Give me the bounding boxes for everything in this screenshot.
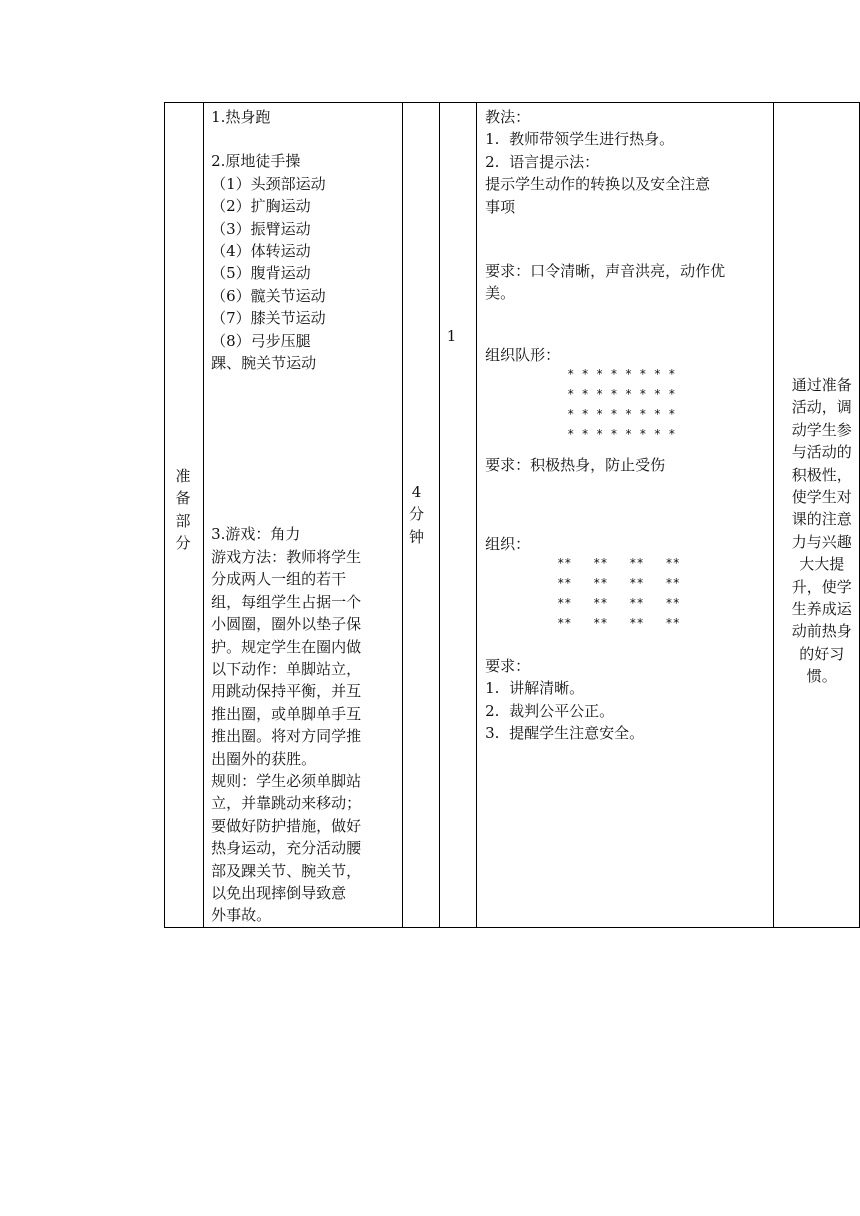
item-freehand-exercise: 2.原地徒手操 (211, 152, 301, 171)
method-step: 2. 语言提示法： (485, 152, 600, 171)
exercise-item: （3）振臂运动 (211, 219, 311, 238)
section-cell (165, 103, 204, 928)
requirement-text: 要求：口令清晰，声音洪亮，动作优 (485, 262, 726, 281)
method-step: 1. 教师带领学生进行热身。 (485, 130, 675, 149)
duration-label: 4 分 钟 (409, 483, 425, 546)
game-description: 游戏方法：教师将学生 分成两人一组的若干 组，每组学生占据一个 小圆圈，圈外以垫子保 护。规定学生在圈内做 以下动作：单脚站立， 用跳动保持平衡，并互 推出圈，或单脚单手互 推出圈。将对方同学推 出圈外的获胜。 规则：学生必须单脚站 立，并靠跳动来移动； 要做好防护措施，做好 热身运动，充分活动腰 部及踝关节、腕关节， 以免出现摔倒导致意 外事故。 (211, 547, 362, 925)
method-heading: 教法： (485, 108, 531, 126)
purpose-cell (773, 103, 859, 928)
hint-text: 提示学生动作的转换以及安全注意 (485, 175, 711, 194)
formation-label: 组织队形： (485, 345, 561, 364)
game-title: 3.游戏：角力 (211, 525, 301, 544)
organization-diagram: ** ** ** ** ** ** ** ** ** ** ** ** ** ** ** ** (557, 556, 680, 631)
content-cell (204, 103, 402, 928)
exercise-item: （5）腹背运动 (211, 264, 311, 283)
purpose-text: 通过准备 活动，调 动学生参 与活动的 积极性， 使学生对 课的注意 力与兴趣 大大提 升，使学 生养成运 动前热身 的好习 惯。 (791, 376, 852, 686)
repetition-count: 1 (446, 327, 457, 345)
requirement-text: 要求：积极热身，防止受伤 (485, 456, 666, 475)
time-cell (402, 103, 439, 928)
lesson-plan-table (164, 102, 860, 928)
count-cell (439, 103, 476, 928)
method-cell (477, 103, 774, 928)
exercise-item: （6）髋关节运动 (211, 286, 326, 305)
item-warmup-run: 1.热身跑 (211, 108, 271, 126)
requirement-item: 1. 讲解清晰。 (485, 679, 585, 698)
section-label: 准 备 部 分 (175, 467, 191, 553)
exercise-item: （1）头颈部运动 (211, 174, 326, 193)
table-row (165, 103, 860, 928)
hint-text: 事项 (485, 197, 516, 216)
exercise-item: （8）弓步压腿 (211, 331, 311, 350)
requirement-label: 要求： (485, 657, 531, 676)
organization-label: 组织： (485, 534, 531, 553)
exercise-item: （4）体转运动 (211, 242, 311, 261)
requirement-item: 2. 裁判公平公正。 (485, 701, 615, 720)
exercise-ankle-wrist: 踝、腕关节运动 (211, 354, 317, 373)
requirement-item: 3. 提醒学生注意安全。 (485, 724, 645, 743)
formation-diagram: * * * * * * * * * * * * * * * * * * * * * * * * * * * * * * * * (567, 367, 676, 442)
requirement-text: 美。 (485, 284, 516, 303)
exercise-item: （7）膝关节运动 (211, 309, 326, 328)
exercise-item: （2）扩胸运动 (211, 197, 311, 216)
